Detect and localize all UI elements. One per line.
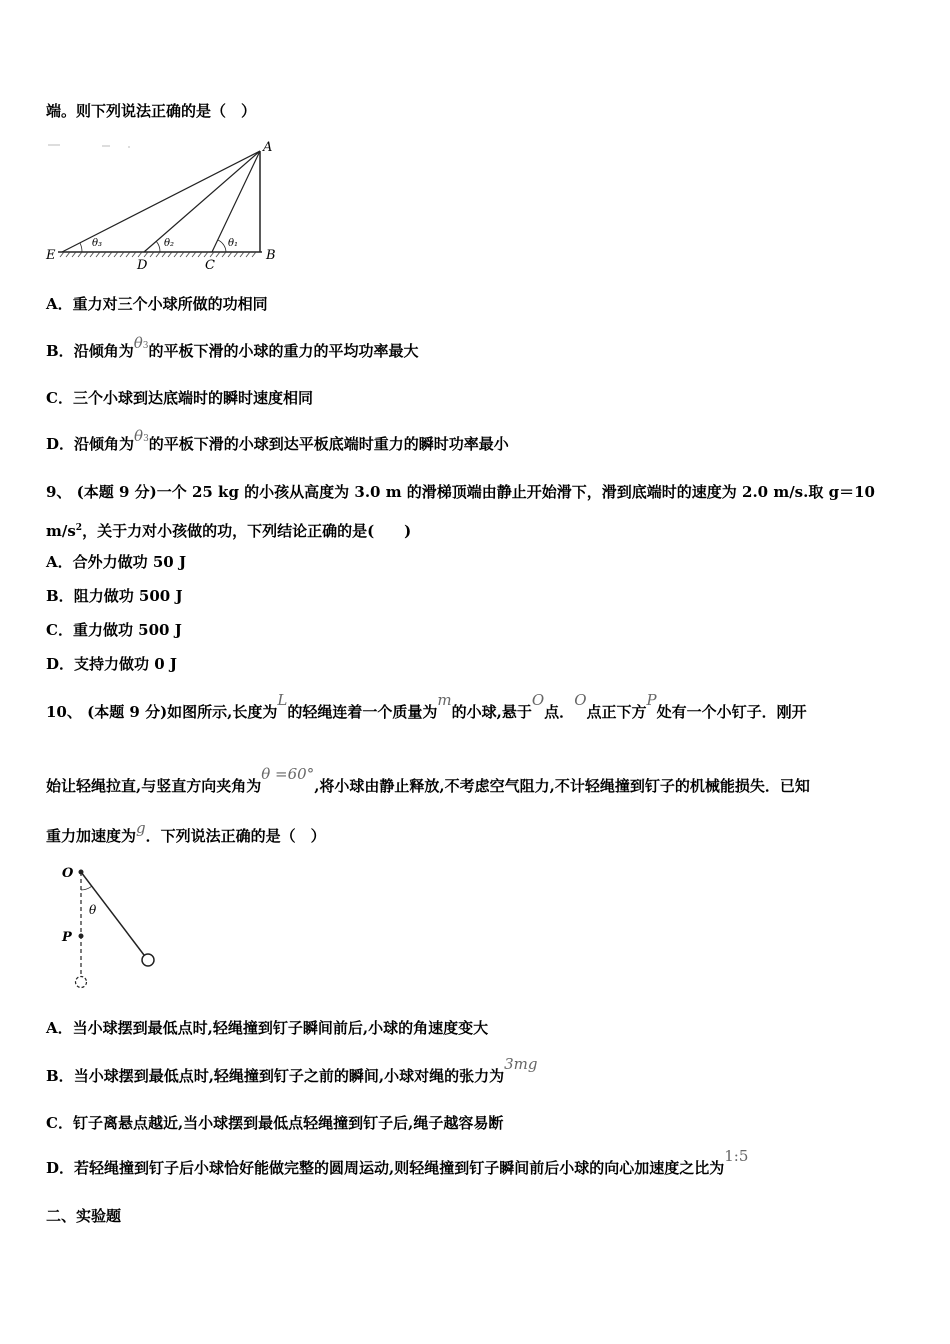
angle-label-theta1: θ₁ xyxy=(228,238,239,249)
q8-option-a: A．重力对三个小球所做的功相同 xyxy=(46,295,268,313)
q10-stem-line1: 10、 (本题 9 分)如图所示,长度为L的轻绳连着一个质量为m的小球,悬于O点．O点正下方P处有一个小钉子．刚开 xyxy=(46,691,807,721)
q9-option-a: A．合外力做功 50 J xyxy=(46,553,187,571)
q8-option-d: D．沿倾角为θ3的平板下滑的小球到达平板底端时重力的瞬时功率最小 xyxy=(46,427,509,453)
point-label-A: A xyxy=(263,140,273,155)
section-heading: 二、实验题 xyxy=(46,1207,122,1225)
q8-option-b: B．沿倾角为θ3的平板下滑的小球的重力的平均功率最大 xyxy=(46,334,419,360)
angle-label-theta2: θ₂ xyxy=(164,238,175,249)
point-label-D: D xyxy=(137,258,148,270)
q8-stem: 端。则下列说法正确的是（ ） xyxy=(46,102,257,120)
pendulum-figure xyxy=(56,862,166,992)
q9-option-c: C．重力做功 500 J xyxy=(46,621,182,639)
inclined-planes-figure xyxy=(44,138,284,270)
theta3-symbol: θ3 xyxy=(134,427,149,445)
pendulum-label-P: P xyxy=(62,930,72,945)
q9-stem-line2: $m/s^2$，关于力对小孩做的功，下列结论正确的是( ) xyxy=(46,522,412,540)
pendulum-label-theta: θ xyxy=(89,903,97,917)
pendulum-label-O: O xyxy=(62,866,74,881)
point-label-B: B xyxy=(266,248,276,263)
q9-option-b: B．阻力做功 500 J xyxy=(46,587,183,605)
q10-option-b: B．当小球摆到最低点时,轻绳撞到钉子之前的瞬间,小球对绳的张力为3mg xyxy=(46,1055,538,1085)
q9-stem-line1: 9、 (本题 9 分)一个 25 kg 的小孩从高度为 3.0 m 的滑梯顶端由静止开始滑下，滑到底端时的速度为 2.0 m/s.取 g＝10 xyxy=(46,483,875,501)
angle-label-theta3: θ₃ xyxy=(92,238,103,249)
q10-option-c: C．钉子离悬点越近,当小球摆到最低点轻绳撞到钉子后,绳子越容易断 xyxy=(46,1114,504,1132)
q8-option-c: C．三个小球到达底端时的瞬时速度相同 xyxy=(46,389,313,407)
theta3-symbol: θ3 xyxy=(133,334,149,352)
point-label-C: C xyxy=(205,258,215,270)
q10-option-a: A．当小球摆到最低点时,轻绳撞到钉子瞬间前后,小球的角速度变大 xyxy=(46,1019,489,1037)
q10-stem-line2: 始让轻绳拉直,与竖直方向夹角为θ =60°,将小球由静止释放,不考虑空气阻力,不计轻绳撞到钉子的机械能损失．已知 xyxy=(46,765,810,795)
q10-stem-line3: 重力加速度为g．下列说法正确的是（ ） xyxy=(46,819,326,845)
q9-option-d: D．支持力做功 0 J xyxy=(46,655,177,673)
q10-option-d: D．若轻绳撞到钉子后小球恰好能做完整的圆周运动,则轻绳撞到钉子瞬间前后小球的向心加速度之比为1:5 xyxy=(46,1147,749,1177)
point-label-E: E xyxy=(46,248,56,263)
